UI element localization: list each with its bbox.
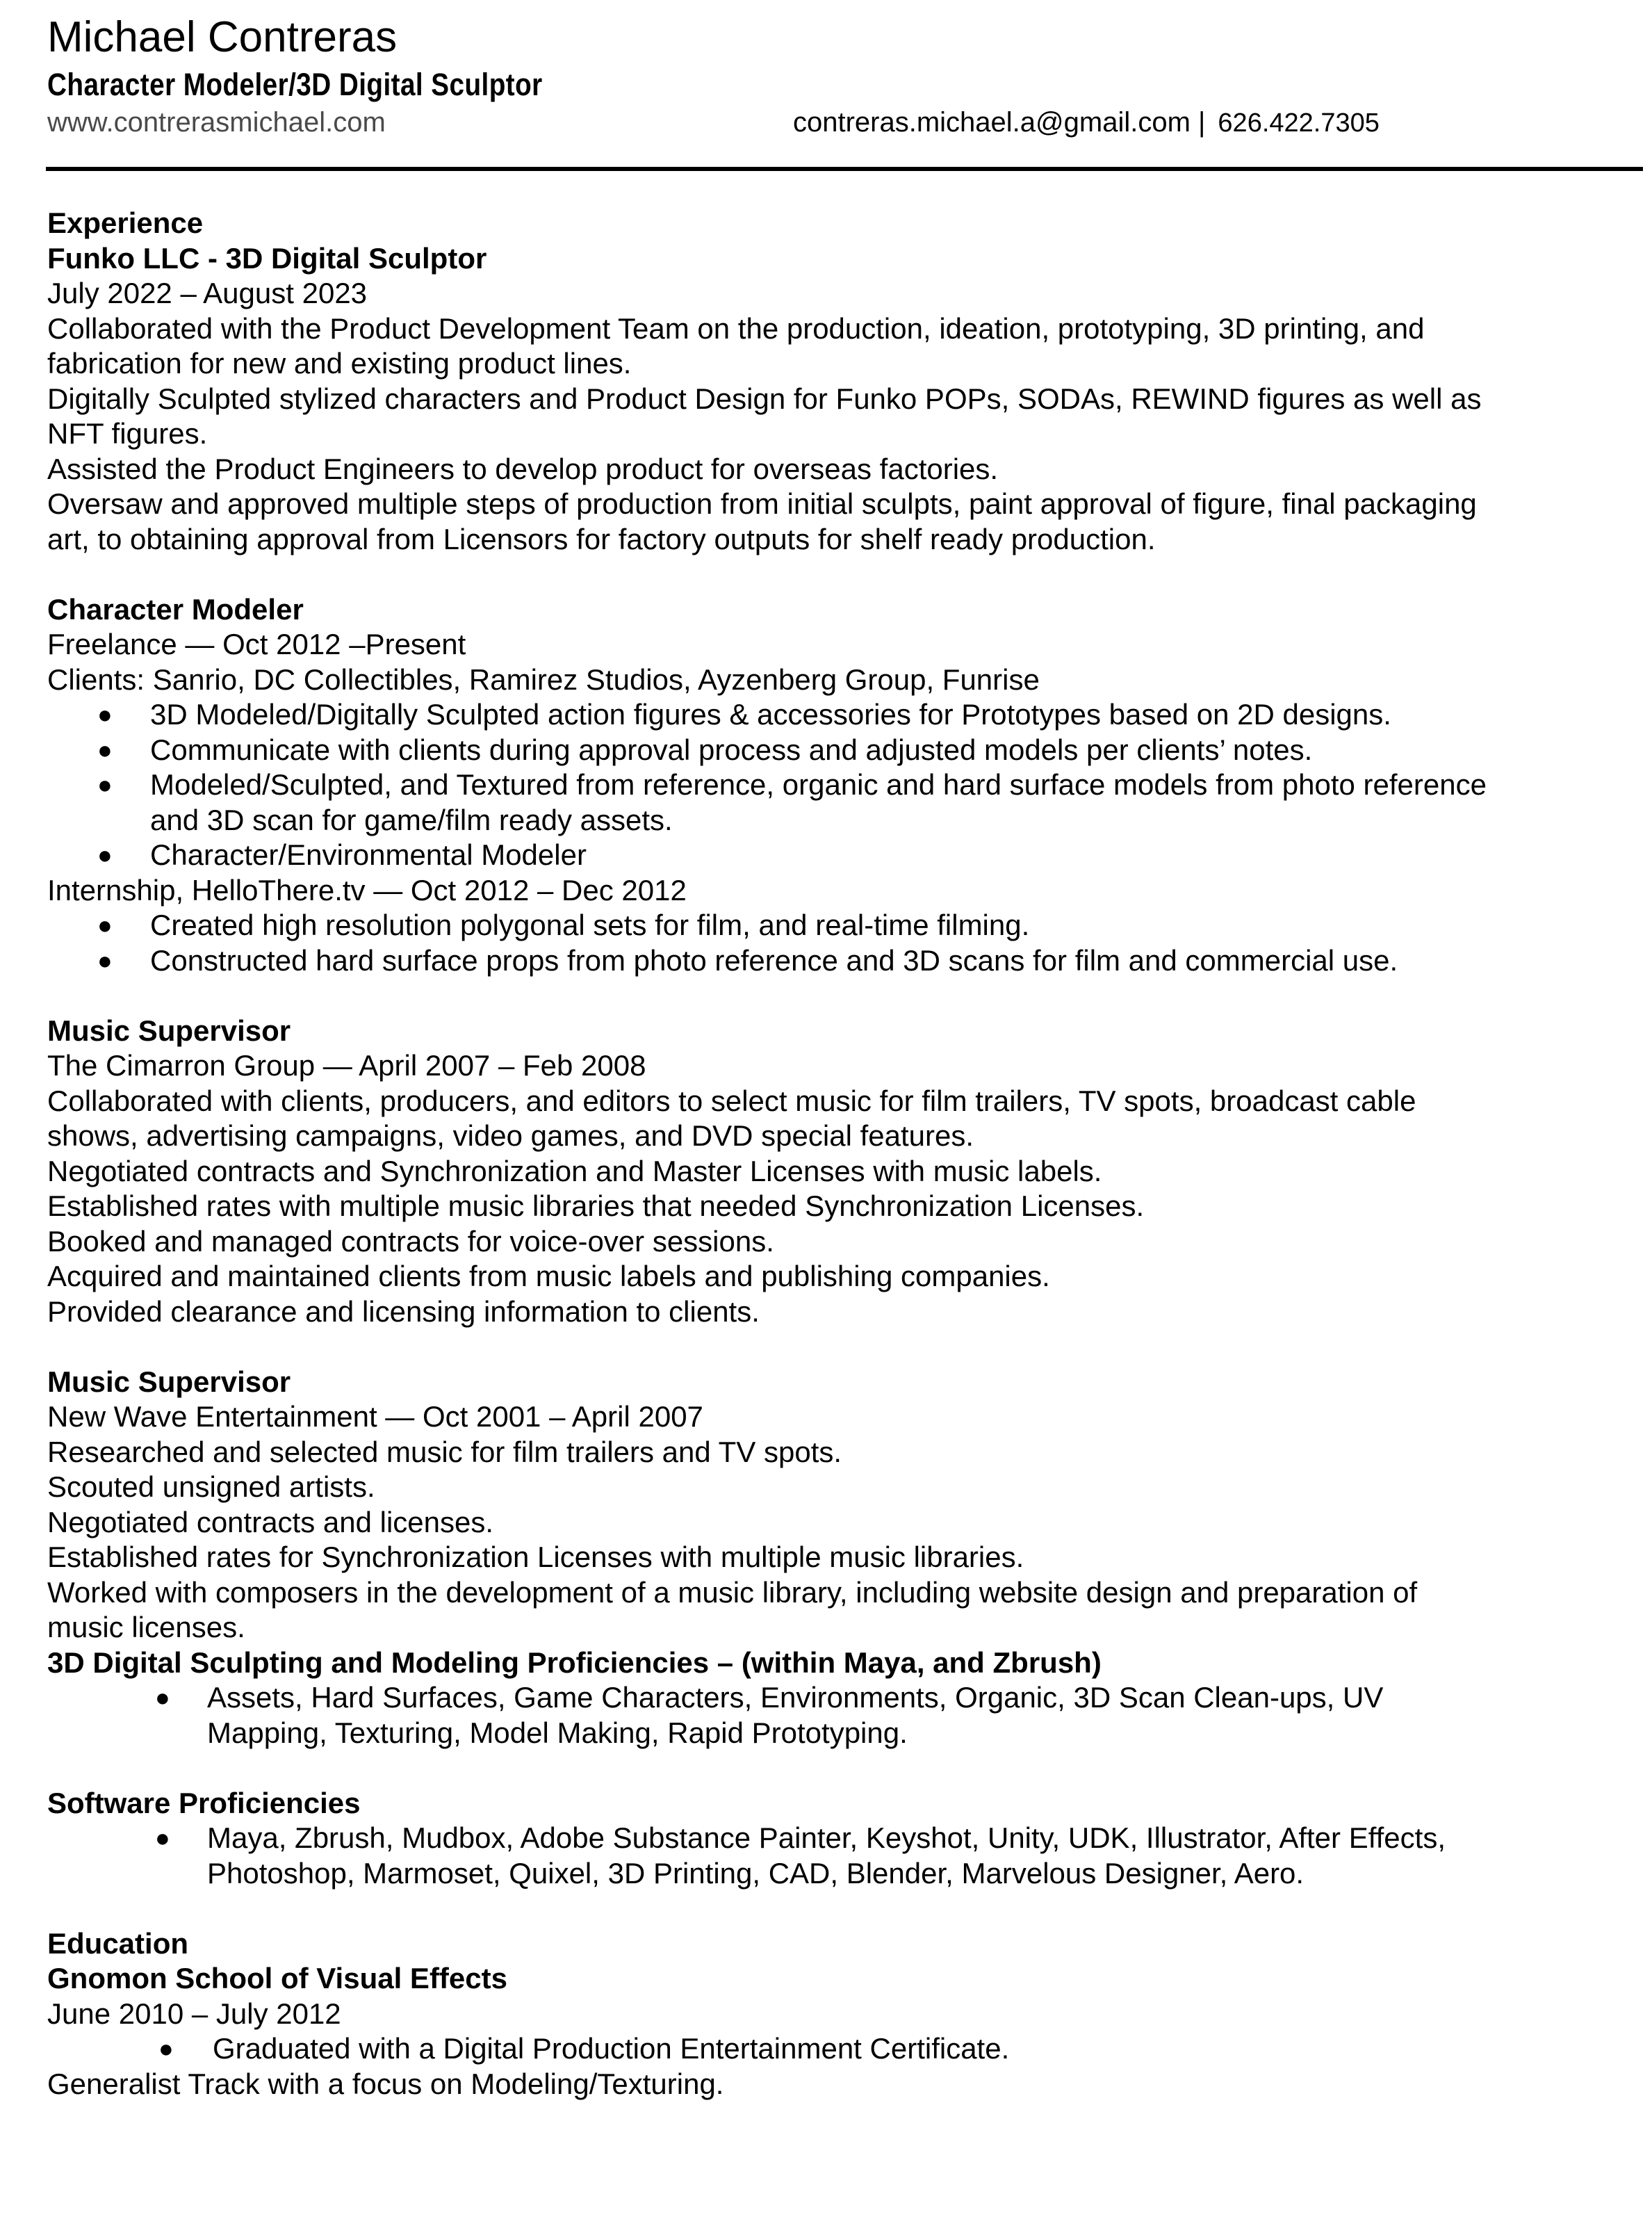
- website-link[interactable]: www.contrerasmichael.com: [47, 107, 386, 138]
- candidate-title: Character Modeler/3D Digital Sculptor: [47, 67, 543, 102]
- job-description-line: Collaborated with clients, producers, and editors to select music for film trailers, TV spots, broadcast cable: [47, 1084, 1416, 1117]
- job-title: Music Supervisor: [47, 1365, 291, 1398]
- bullet-icon: ●: [97, 735, 113, 764]
- contact-info: [793, 104, 1380, 141]
- header-divider: [46, 167, 1643, 171]
- job-description-line: Oversaw and approved multiple steps of production from initial sculpts, paint approval of figure, final packaging: [47, 487, 1477, 520]
- job-description-line: Worked with composers in the development of a music library, including website design and preparation of: [47, 1575, 1418, 1609]
- list-item: ● Maya, Zbrush, Mudbox, Adobe Substance Painter, Keyshot, Unity, UDK, Illustrator, After Effects, Photoshop, Marmoset, Quixel, 3D Printing, CAD, Blender, Marvelous Designer, Aero.: [155, 1821, 1446, 1890]
- job-description-line: Negotiated contracts and licenses.: [47, 1505, 494, 1538]
- section-heading: Education: [47, 1926, 189, 1960]
- job-description-line: art, to obtaining approval from Licensors for factory outputs for shelf ready production.: [47, 522, 1156, 555]
- list-item: ● Character/Environmental Modeler: [47, 838, 1639, 873]
- list-item: ● Modeled/Sculpted, and Textured from reference, organic and hard surface models from photo reference and 3D scan for game/film ready assets.: [97, 768, 1487, 836]
- job-title: Music Supervisor: [47, 1014, 291, 1047]
- education-section: [47, 1926, 1639, 2102]
- job-description-line: Digitally Sculpted stylized characters and Product Design for Funko POPs, SODAs, REWIND figures as well as: [47, 382, 1482, 415]
- list-item: ● Assets, Hard Surfaces, Game Characters, Environments, Organic, 3D Scan Clean-ups, UV Mapping, Texturing, Model Making, Rapid Prototyping.: [155, 1681, 1384, 1749]
- sculpting-proficiencies: [47, 1646, 1639, 1751]
- bullet-icon: ●: [155, 1823, 170, 1852]
- job-character-modeler: [47, 592, 1639, 979]
- job-description-line: music licenses.: [47, 1611, 245, 1643]
- job-title: Funko LLC - 3D Digital Sculptor: [47, 241, 487, 275]
- email-link[interactable]: contreras.michael.a@gmail.com |: [793, 107, 1206, 138]
- list-item: ● 3D Modeled/Digitally Sculpted action figures & accessories for Prototypes based on 2D designs.: [47, 697, 1639, 733]
- job-funko: [47, 241, 1639, 558]
- job-title: Character Modeler: [47, 592, 304, 626]
- job-description-line: Scouted unsigned artists.: [47, 1470, 375, 1503]
- job-dates: New Wave Entertainment — Oct 2001 – April 2007: [47, 1400, 703, 1433]
- bullet-icon: ●: [158, 2034, 174, 2063]
- job-dates: July 2022 – August 2023: [47, 277, 368, 309]
- client-list: Clients: Sanrio, DC Collectibles, Ramirez Studios, Ayzenberg Group, Funrise: [47, 663, 1040, 696]
- job-description-line: shows, advertising campaigns, video games, and DVD special features.: [47, 1119, 974, 1152]
- phone-number: 626.422.7305: [1218, 108, 1380, 138]
- candidate-name: Michael Contreras: [47, 13, 398, 61]
- job-description-line: Assisted the Product Engineers to develop product for overseas factories.: [47, 452, 999, 485]
- job-dates: The Cimarron Group — April 2007 – Feb 2008: [47, 1049, 646, 1082]
- job-cimarron: [47, 1014, 1639, 1330]
- software-proficiencies: [47, 1786, 1639, 1892]
- list-item: ● Graduated with a Digital Production Entertainment Certificate.: [47, 2031, 1639, 2067]
- education-track: Generalist Track with a focus on Modeling/Texturing.: [47, 2067, 724, 2100]
- bullet-list: [47, 908, 1639, 978]
- bullet-icon: ●: [97, 945, 113, 975]
- list-item: ● Constructed hard surface props from photo reference and 3D scans for film and commercial use.: [47, 943, 1639, 979]
- bullet-list: [47, 2031, 1639, 2067]
- education-dates: June 2010 – July 2012: [47, 1997, 341, 2030]
- bullet-icon: ●: [97, 840, 113, 869]
- bullet-list: [47, 697, 1639, 873]
- job-description-line: NFT figures.: [47, 417, 208, 450]
- job-dates: Freelance — Oct 2012 –Present: [47, 628, 466, 660]
- job-description-line: Negotiated contracts and Synchronization and Master Licenses with music labels.: [47, 1154, 1102, 1187]
- bullet-icon: ●: [97, 911, 113, 939]
- job-new-wave: [47, 1365, 1639, 1646]
- list-item: ● Communicate with clients during approval process and adjusted models per clients’ notes.: [47, 733, 1639, 768]
- bullet-icon: ●: [155, 1683, 170, 1712]
- list-item: ● Created high resolution polygonal sets for film, and real-time filming.: [47, 908, 1639, 943]
- bullet-list: [47, 1821, 1639, 1891]
- job-description-line: Booked and managed contracts for voice-over sessions.: [47, 1224, 774, 1258]
- job-description-line: Established rates with multiple music libraries that needed Synchronization Licenses.: [47, 1189, 1145, 1222]
- section-heading: 3D Digital Sculpting and Modeling Proficiencies – (within Maya, and Zbrush): [47, 1646, 1102, 1679]
- school-name: Gnomon School of Visual Effects: [47, 1962, 507, 1995]
- job-description-line: fabrication for new and existing product lines.: [47, 347, 632, 380]
- experience-heading: Experience: [47, 206, 204, 239]
- section-heading: Software Proficiencies: [47, 1786, 361, 1819]
- job-description-line: Provided clearance and licensing information to clients.: [47, 1294, 760, 1328]
- bullet-icon: ●: [97, 700, 113, 729]
- job-description-line: Acquired and maintained clients from music labels and publishing companies.: [47, 1260, 1050, 1292]
- job-description-line: Established rates for Synchronization Licenses with multiple music libraries.: [47, 1541, 1024, 1573]
- job-description-line: Collaborated with the Product Development Team on the production, ideation, prototyping, 3D printing, and: [47, 311, 1425, 345]
- job-description-line: Researched and selected music for film trailers and TV spots.: [47, 1435, 842, 1468]
- bullet-icon: ●: [97, 770, 113, 799]
- bullet-list: [47, 1680, 1639, 1750]
- resume-body: [47, 206, 1639, 2102]
- internship-dates: Internship, HelloThere.tv — Oct 2012 – Dec 2012: [47, 873, 687, 907]
